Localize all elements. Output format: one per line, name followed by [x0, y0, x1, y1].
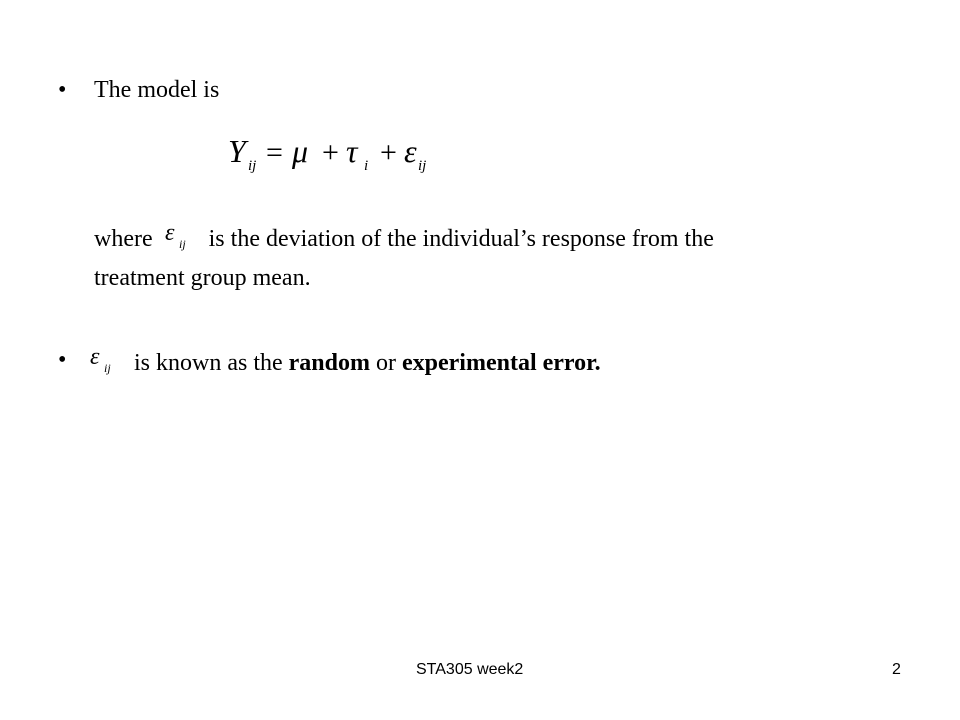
- model-equation: [228, 132, 443, 176]
- equation-equals: =: [266, 136, 283, 169]
- term-experimental-error: experimental error.: [402, 350, 601, 376]
- word-where: where: [94, 226, 153, 252]
- footer-page-number: 2: [892, 661, 901, 678]
- svg-text:ij: ij: [104, 361, 111, 375]
- footer-course-label: STA305 week2: [416, 661, 524, 678]
- random-error-prefix: is known as the: [134, 350, 283, 376]
- equation-epsilon-subscript: ij: [418, 158, 427, 174]
- equation-plus-2: +: [380, 136, 397, 169]
- equation-plus-1: +: [322, 136, 339, 169]
- svg-text:ε: ε: [90, 346, 100, 370]
- equation-y: Y: [228, 133, 246, 169]
- random-error-or: or: [376, 350, 396, 376]
- equation-tau: τ: [346, 133, 358, 169]
- equation-tau-subscript: i: [364, 158, 369, 174]
- bullet-point: •: [58, 77, 67, 103]
- svg-text:ij: ij: [178, 237, 186, 251]
- equation-y-subscript: ij: [248, 158, 257, 174]
- svg-text:ε: ε: [164, 222, 175, 246]
- explanation-line-1: [94, 222, 714, 252]
- equation-epsilon: ε: [404, 133, 417, 169]
- epsilon-ij-symbol: [165, 222, 199, 252]
- equation-mu: μ: [292, 133, 309, 169]
- bullet-point: •: [58, 347, 67, 373]
- epsilon-ij-symbol: [90, 346, 122, 376]
- bullet-text-model-intro: The model is: [94, 77, 220, 103]
- term-random: random: [288, 350, 370, 376]
- explanation-line-1-text: is the deviation of the individual’s response from the: [208, 226, 714, 252]
- bullet-text-random-error: [90, 346, 601, 376]
- explanation-line-2: treatment group mean.: [94, 265, 311, 291]
